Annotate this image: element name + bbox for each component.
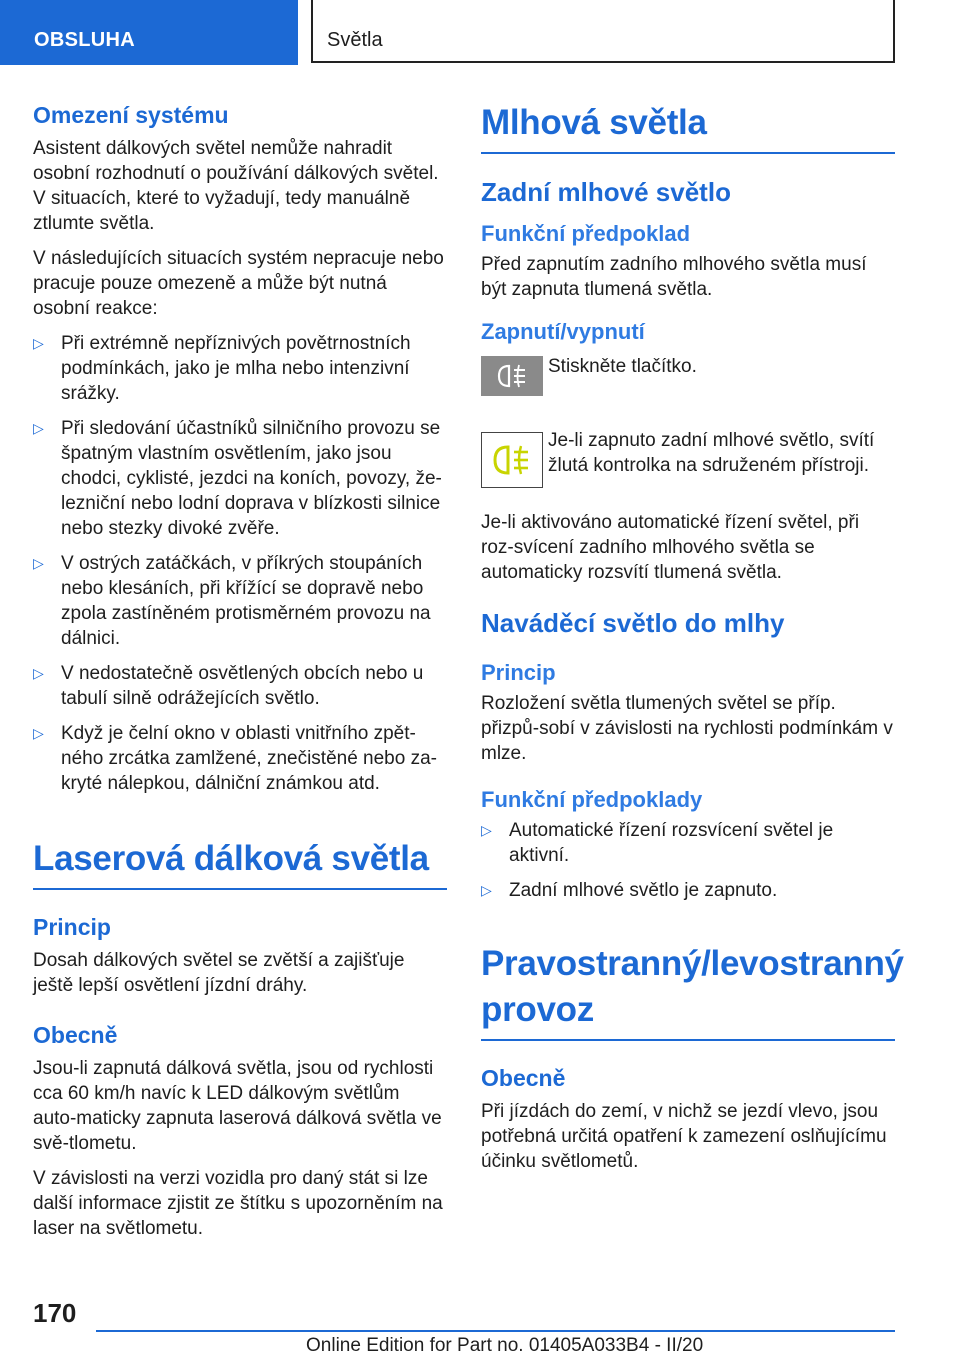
list-item: ▷ Zadní mlhové světlo je zapnuto. [481, 880, 778, 901]
paragraph: V následujících situacích systém nepracuje nebo pracuje pouze omezeně a může být nutná osobní reakce: [33, 248, 444, 319]
triangle-bullet-icon: ▷ [33, 725, 44, 741]
list-item: ▷ V ostrých zatáčkách, v příkrých stoupáních nebo klesáních, při křížící se dopravě nebo zpola zastíněném protisměrném provozu na dálnici. [33, 553, 431, 649]
triangle-bullet-icon: ▷ [481, 822, 492, 838]
list-item: ▷ Když je čelní okno v oblasti vnitřního zpět-ného zrcátka zamlžené, znečistěné nebo za-kryté nálepkou, dálniční známkou atd. [33, 723, 437, 794]
list-item: ▷ Při extrémně nepříznivých povětrnostních podmínkách, jako je mlha nebo intenzivní srážky. [33, 333, 411, 404]
heading-princip-right: Princip [481, 660, 556, 685]
triangle-bullet-icon: ▷ [33, 420, 44, 436]
paragraph: Rozložení světla tlumených světel se příp. přizpů-sobí v závislosti na rychlosti podmínkám v mlze. [481, 693, 893, 764]
triangle-bullet-icon: ▷ [33, 335, 44, 351]
footer-edition: Online Edition for Part no. 01405A033B4 - II/20 [306, 1335, 704, 1356]
rear-fog-light-button-icon [481, 356, 543, 396]
heading-omezeni: Omezení systému [33, 102, 229, 128]
heading-princip: Princip [33, 914, 111, 940]
paragraph: Jsou-li zapnutá dálková světla, jsou od rychlosti cca 60 km/h navíc k LED dálkovým světlům auto-maticky zapnuta laserová dálková světla ve svě-tlometu. [33, 1058, 442, 1154]
paragraph: Asistent dálkových světel nemůže nahradit osobní rozhodnutí o používání dálkových světel. V situacích, které to vyžadují, tedy manuálně ztlumte světla. [33, 138, 439, 234]
heading-provoz: Pravostranný/levostranný provoz [481, 941, 895, 1041]
list-item: ▷ Při sledování účastníků silničního provozu se špatným vlastním osvětlením, jako jsou chodci, cyklisté, jezdci na koních, povozy, že-lezniční nebo lodní doprava v blízkosti silnice nebo stezky divoké zvěře. [33, 418, 442, 539]
heading-funkcni: Funkční předpoklad [481, 221, 691, 246]
paragraph: V závislosti na verzi vozidla pro daný stát si lze další informace zjistit ze štítku s upozorněním na laser na světlometu. [33, 1168, 443, 1239]
heading-laser: Laserová dálková světla [33, 836, 447, 890]
paragraph: Je-li aktivováno automatické řízení světel, při roz-svícení zadního mlhového světla se automaticky rozsvítí tlumená světla. [481, 512, 860, 583]
triangle-bullet-icon: ▷ [33, 665, 44, 681]
heading-obecne: Obecně [33, 1022, 118, 1048]
heading-predpoklady: Funkční předpoklady [481, 787, 703, 812]
heading-navadeci: Naváděcí světlo do mlhy [481, 608, 785, 638]
paragraph: Dosah dálkových světel se zvětší a zajišťuje ještě lepší osvětlení jízdní dráhy. [33, 950, 405, 996]
section-tab: OBSLUHA [0, 0, 298, 65]
triangle-bullet-icon: ▷ [33, 555, 44, 571]
list-item: ▷ Automatické řízení rozsvícení světel je aktivní. [481, 820, 834, 866]
paragraph: Je-li zapnuto zadní mlhové světlo, svítí žlutá kontrolka na sdruženém přístroji. [548, 430, 875, 476]
page-number: 170 [33, 1298, 77, 1328]
list-item: ▷ V nedostatečně osvětlených obcích nebo u tabulí silně odrážejících světlo. [33, 663, 424, 709]
right-column [481, 100, 904, 1184]
triangle-bullet-icon: ▷ [481, 882, 492, 898]
heading-obecne-right: Obecně [481, 1065, 566, 1091]
rear-fog-indicator-icon [481, 432, 543, 488]
button-instruction [481, 354, 895, 416]
requirements-list [481, 818, 895, 903]
paragraph: Při jízdách do zemí, v nichž se jezdí vlevo, jsou potřebná určitá opatření k zamezení oslňujícímu účinku světlometů. [481, 1101, 887, 1172]
heading-zadni: Zadní mlhové světlo [481, 177, 731, 207]
footer-divider [96, 1330, 895, 1332]
heading-zapnuti: Zapnutí/vypnutí [481, 319, 645, 344]
indicator-instruction [481, 428, 895, 498]
left-column [33, 100, 447, 1251]
paragraph: Stiskněte tlačítko. [548, 356, 697, 377]
limitation-list [33, 331, 447, 796]
paragraph: Před zapnutím zadního mlhového světla musí být zapnuta tlumená světla. [481, 254, 867, 300]
page-title: Světla [311, 0, 895, 63]
heading-mlhova: Mlhová světla [481, 100, 895, 154]
